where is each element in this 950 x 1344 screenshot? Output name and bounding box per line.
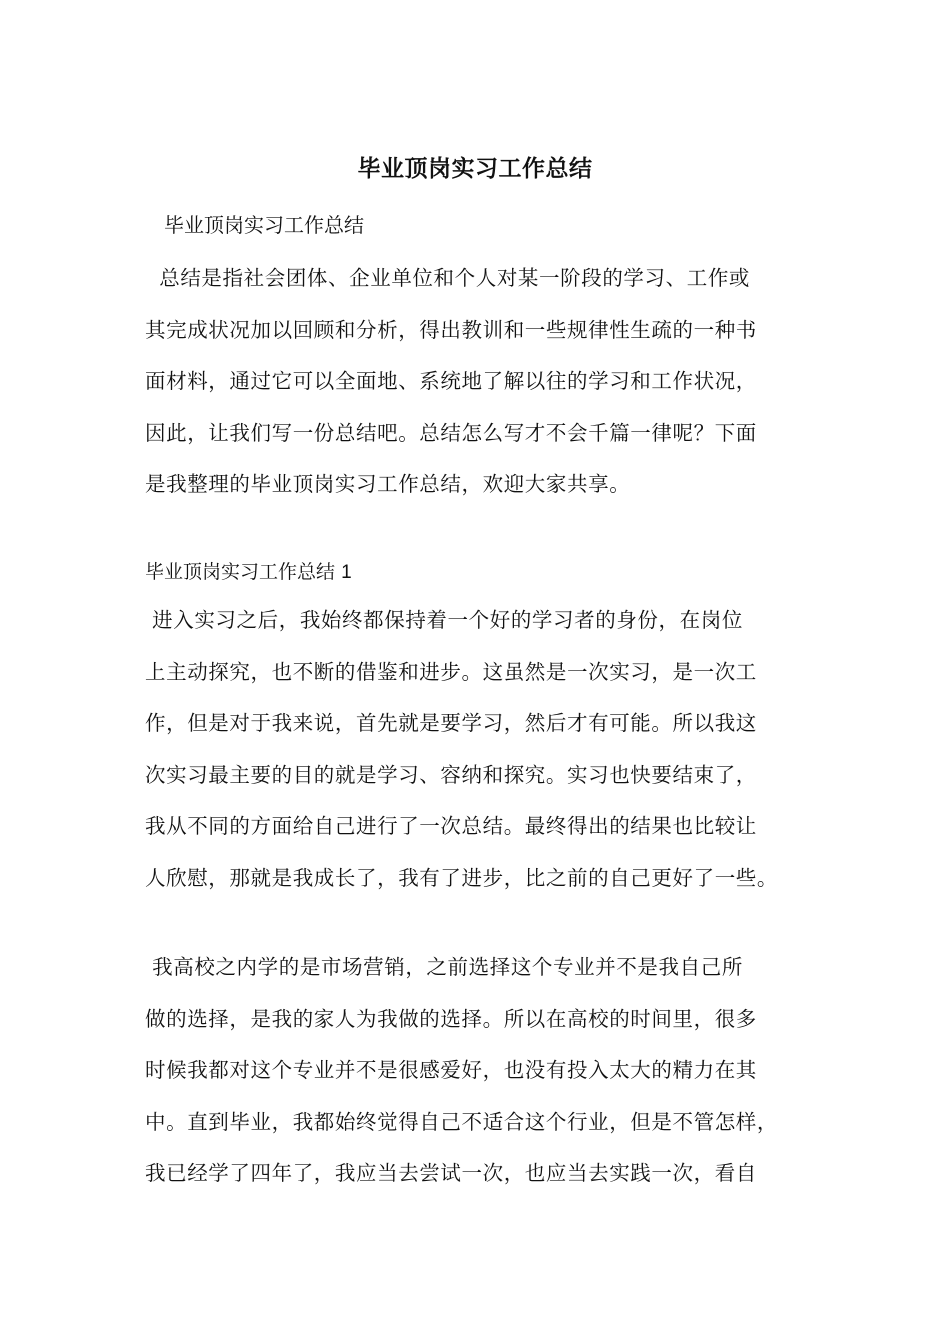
- intro-line: 是我整理的毕业顶岗实习工作总结，欢迎大家共享。: [145, 472, 631, 496]
- document-subtitle: 毕业顶岗实习工作总结: [164, 213, 364, 237]
- section-heading: [145, 556, 352, 589]
- intro-line: 因此，让我们写一份总结吧。总结怎么写才不会千篇一律呢？下面: [145, 420, 757, 445]
- section-heading-text: 毕业顶岗实习工作总结: [145, 561, 336, 583]
- document-title: 毕业顶岗实习工作总结: [357, 155, 593, 182]
- section-heading-number: 1: [341, 562, 352, 583]
- section-paragraph-2: [145, 942, 825, 1200]
- paragraph-line: 上主动探究，也不断的借鉴和进步。这虽然是一次实习，是一次工: [145, 659, 757, 684]
- paragraph-line: 做的选择，是我的家人为我做的选择。所以在高校的时间里，很多: [145, 1006, 757, 1031]
- paragraph-line: 我从不同的方面给自己进行了一次总结。最终得出的结果也比较让: [145, 814, 757, 838]
- intro-line: 总结是指社会团体、企业单位和个人对某一阶段的学习、工作或: [145, 266, 751, 290]
- paragraph-line: 次实习最主要的目的就是学习、容纳和探究。实习也快要结束了，: [145, 762, 757, 787]
- section-paragraph-1: [145, 595, 825, 904]
- intro-paragraph: [145, 253, 825, 511]
- paragraph-line: 中。直到毕业，我都始终觉得自己不适合这个行业，但是不管怎样，: [145, 1109, 778, 1134]
- paragraph-line: 进入实习之后，我始终都保持着一个好的学习者的身份，在岗位: [145, 608, 743, 632]
- paragraph-line: 时候我都对这个专业并不是很感爱好，也没有投入太大的精力在其: [145, 1058, 757, 1082]
- paragraph-line: 我已经学了四年了，我应当去尝试一次，也应当去实践一次，看自: [145, 1161, 757, 1185]
- paragraph-line: 作，但是对于我来说，首先就是要学习，然后才有可能。所以我这: [145, 711, 757, 735]
- paragraph-line: 人欣慰，那就是我成长了，我有了进步，比之前的自己更好了一些。: [145, 865, 778, 890]
- intro-line: 其完成状况加以回顾和分析，得出教训和一些规律性生疏的一种书: [145, 317, 757, 342]
- paragraph-line: 我高校之内学的是市场营销，之前选择这个专业并不是我自己所: [145, 955, 743, 979]
- intro-line: 面材料，通过它可以全面地、系统地了解以往的学习和工作状况，: [145, 369, 757, 393]
